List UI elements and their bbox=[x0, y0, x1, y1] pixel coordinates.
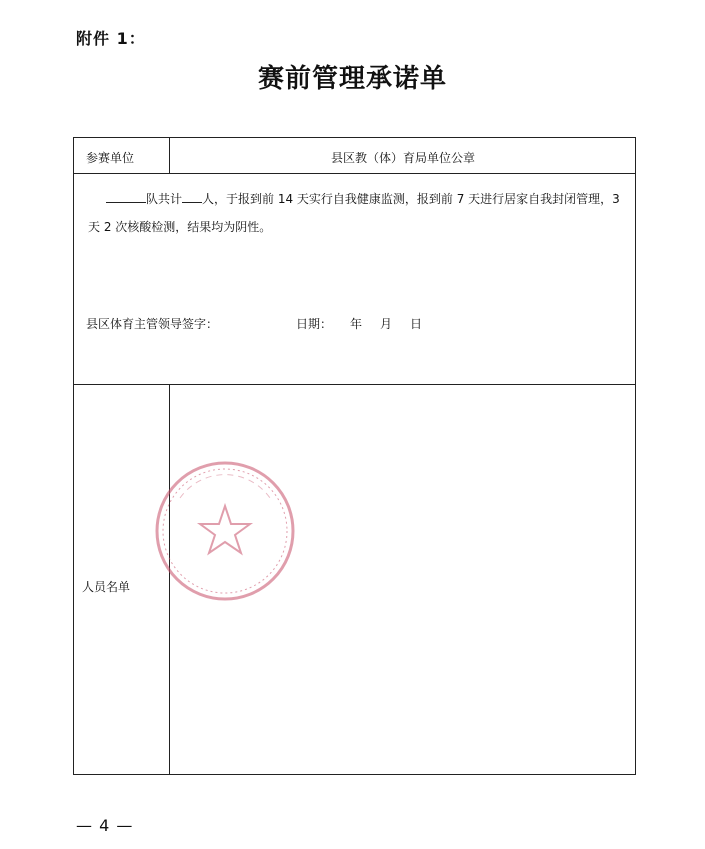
page-title: 赛前管理承诺单 bbox=[257, 64, 447, 94]
seal-stamp-icon bbox=[152, 458, 298, 604]
signature-label: 县区体育主管领导签字： bbox=[86, 317, 219, 331]
team-blank bbox=[106, 190, 146, 203]
row-divider-1 bbox=[74, 173, 635, 174]
date-year: 年 bbox=[350, 317, 363, 331]
team-label: 参赛单位 bbox=[86, 151, 135, 165]
commitment-table bbox=[73, 137, 636, 775]
date-day: 日 bbox=[410, 317, 423, 331]
attachment-label: 附件 1： bbox=[76, 29, 146, 48]
roster-label: 人员名单 bbox=[82, 580, 131, 594]
commitment-text: 人，于报到前 14 天实行自我健康监测，报到前 7 天进行居家自我封闭管理，3 天 2 次核酸检测，结果均为阴性。 bbox=[88, 192, 620, 234]
date-month: 月 bbox=[380, 317, 393, 331]
date-label: 日期： bbox=[296, 317, 333, 331]
team-count-text: 队共计 bbox=[146, 192, 183, 206]
row-divider-2 bbox=[74, 384, 635, 385]
page-number: — 4 — bbox=[76, 816, 134, 835]
person-blank bbox=[182, 190, 202, 203]
stamp-caption: 县区教（体）育局单位公章 bbox=[330, 151, 475, 165]
commitment-paragraph bbox=[88, 185, 623, 241]
